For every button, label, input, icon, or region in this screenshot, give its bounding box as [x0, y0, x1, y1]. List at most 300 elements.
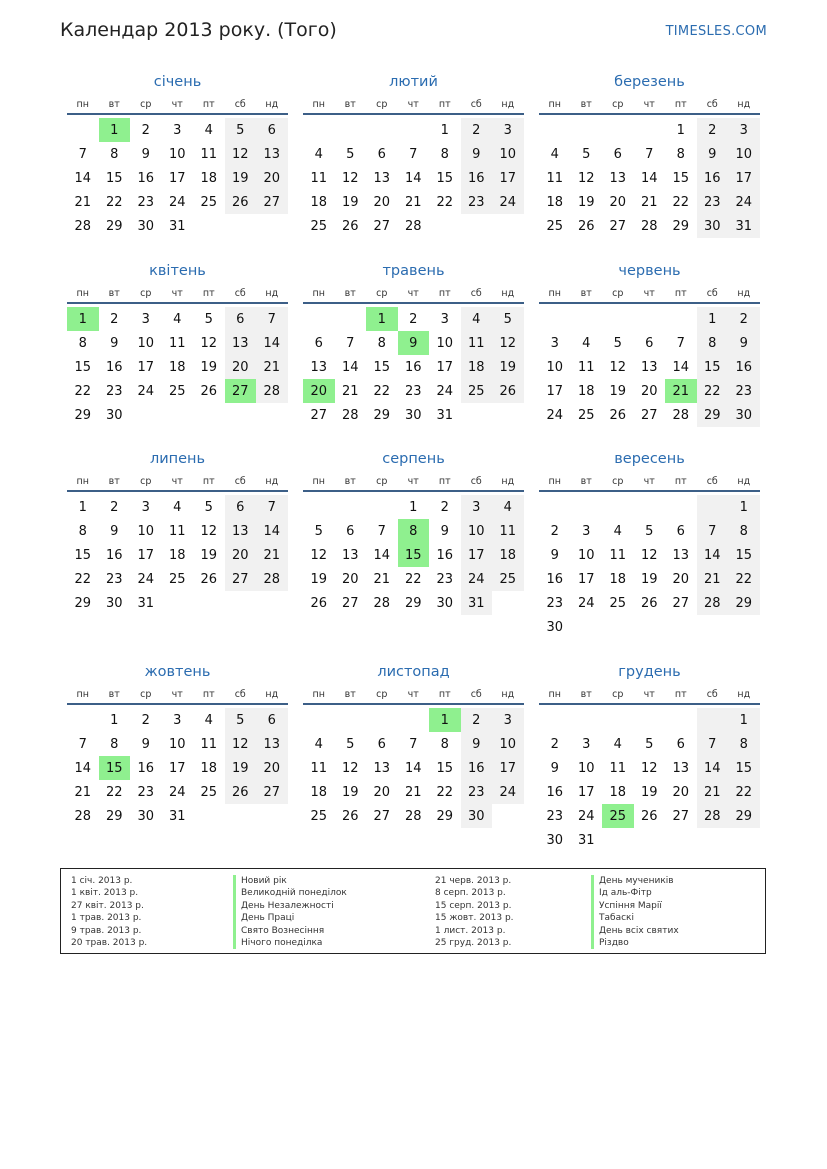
day-cell: 14: [74, 170, 92, 186]
month-name: грудень: [618, 664, 681, 680]
day-cell: 30: [546, 619, 564, 635]
day-cell: 21: [256, 543, 288, 567]
weekday-label: вт: [108, 98, 120, 110]
day-cell: 11: [310, 760, 328, 776]
day-cell: 3: [728, 118, 760, 142]
month-name: травень: [382, 263, 445, 279]
empty-day-cell: [366, 495, 398, 519]
day-cell: 5: [613, 335, 622, 351]
day-cell: 23: [105, 383, 123, 399]
day-cell: 8: [78, 523, 87, 539]
day-cell: 27: [310, 407, 328, 423]
day-grid: [303, 495, 524, 615]
day-cell: 17: [137, 547, 155, 563]
day-cell: 15: [373, 359, 391, 375]
day-cell: 20: [640, 383, 658, 399]
weekday-label: пт: [202, 475, 215, 487]
day-cell: 20: [609, 194, 627, 210]
day-grid: [67, 307, 288, 427]
weekday-header: [539, 284, 760, 304]
weekday-label: пн: [312, 98, 325, 110]
day-grid: [303, 307, 524, 427]
day-cell: 29: [105, 808, 123, 824]
day-cell: 5: [225, 118, 257, 142]
day-cell: 9: [141, 736, 150, 752]
day-cell: 26: [577, 218, 595, 234]
weekday-label: ср: [376, 98, 388, 110]
empty-day-cell: [571, 708, 603, 732]
day-cell: 14: [74, 760, 92, 776]
day-cell: 23: [546, 808, 564, 824]
weekday-label: пн: [548, 475, 561, 487]
weekday-label: вт: [580, 98, 592, 110]
day-cell: 14: [697, 756, 729, 780]
month-block: [303, 261, 524, 427]
day-cell: 1: [728, 708, 760, 732]
day-cell: 5: [346, 736, 355, 752]
day-cell: 8: [78, 335, 87, 351]
day-cell: 22: [697, 379, 729, 403]
day-cell: 11: [546, 170, 564, 186]
empty-day-cell: [571, 495, 603, 519]
day-cell: 22: [672, 194, 690, 210]
weekday-label: пн: [548, 688, 561, 700]
holiday-day-cell: 25: [602, 804, 634, 828]
day-cell: 29: [404, 595, 422, 611]
day-cell: 27: [225, 567, 257, 591]
day-cell: 10: [728, 142, 760, 166]
day-cell: 10: [577, 760, 595, 776]
day-cell: 16: [105, 359, 123, 375]
weekday-label: пт: [202, 98, 215, 110]
legend-date: 25 груд. 2013 р.: [435, 937, 512, 948]
day-cell: 7: [676, 335, 685, 351]
day-cell: 17: [137, 359, 155, 375]
weekday-label: сб: [706, 475, 718, 487]
day-cell: 4: [550, 146, 559, 162]
weekday-label: вт: [108, 688, 120, 700]
day-cell: 17: [168, 760, 186, 776]
weekday-label: чт: [171, 688, 183, 700]
weekday-label: ср: [140, 475, 152, 487]
day-grid: [539, 307, 760, 427]
day-cell: 14: [341, 359, 359, 375]
legend-holiday-name: Ід аль-Фітр: [591, 887, 679, 899]
site-brand-link[interactable]: TIMESLES.COM: [665, 24, 767, 39]
day-cell: 27: [672, 595, 690, 611]
day-cell: 16: [461, 166, 493, 190]
month-block: [539, 72, 760, 238]
day-cell: 7: [645, 146, 654, 162]
weekday-label: вт: [344, 688, 356, 700]
day-cell: 25: [200, 194, 218, 210]
day-grid: [303, 708, 524, 828]
legend-date: 15 серп. 2013 р.: [435, 900, 512, 911]
day-cell: 10: [577, 547, 595, 563]
day-cell: 10: [461, 519, 493, 543]
day-cell: 11: [609, 547, 627, 563]
day-cell: 28: [697, 591, 729, 615]
day-cell: 12: [640, 547, 658, 563]
empty-day-cell: [602, 307, 634, 331]
day-cell: 19: [200, 547, 218, 563]
day-cell: 22: [436, 194, 454, 210]
empty-day-cell: [634, 708, 666, 732]
day-cell: 29: [728, 804, 760, 828]
weekday-header: [539, 685, 760, 705]
day-cell: 12: [225, 142, 257, 166]
day-cell: 17: [728, 166, 760, 190]
day-cell: 2: [461, 708, 493, 732]
weekday-label: сб: [706, 688, 718, 700]
empty-day-cell: [697, 708, 729, 732]
day-cell: 2: [697, 118, 729, 142]
day-cell: 25: [168, 571, 186, 587]
day-cell: 14: [256, 519, 288, 543]
day-cell: 19: [225, 756, 257, 780]
day-cell: 22: [373, 383, 391, 399]
month-block: [303, 72, 524, 238]
holiday-day-cell: 1: [99, 118, 131, 142]
empty-day-cell: [602, 708, 634, 732]
day-cell: 8: [728, 732, 760, 756]
legend-dates-col-1: [71, 875, 147, 949]
legend-date: 15 жовт. 2013 р.: [435, 913, 514, 924]
day-cell: 1: [697, 307, 729, 331]
day-cell: 26: [225, 780, 257, 804]
day-cell: 18: [577, 383, 595, 399]
day-cell: 24: [546, 407, 564, 423]
day-cell: 22: [74, 571, 92, 587]
day-cell: 19: [640, 571, 658, 587]
day-cell: 5: [645, 736, 654, 752]
empty-day-cell: [634, 495, 666, 519]
legend-holiday-name: Нічого понеділка: [233, 937, 347, 949]
day-cell: 29: [74, 407, 92, 423]
day-cell: 24: [492, 780, 524, 804]
day-cell: 30: [137, 808, 155, 824]
day-cell: 2: [110, 311, 119, 327]
holiday-day-cell: 15: [398, 543, 430, 567]
legend-date: 1 квіт. 2013 р.: [71, 888, 139, 899]
day-cell: 4: [173, 311, 182, 327]
day-cell: 2: [141, 122, 150, 138]
day-cell: 8: [110, 146, 119, 162]
day-cell: 27: [672, 808, 690, 824]
weekday-label: вт: [344, 98, 356, 110]
weekday-label: пн: [548, 287, 561, 299]
day-cell: 28: [74, 808, 92, 824]
month-block: [303, 662, 524, 828]
day-cell: 17: [461, 543, 493, 567]
day-cell: 21: [74, 784, 92, 800]
day-cell: 18: [546, 194, 564, 210]
weekday-label: сб: [470, 475, 482, 487]
empty-day-cell: [571, 307, 603, 331]
weekday-header: [303, 685, 524, 705]
day-cell: 15: [672, 170, 690, 186]
day-cell: 26: [200, 383, 218, 399]
weekday-label: пт: [438, 287, 451, 299]
day-cell: 26: [492, 379, 524, 403]
day-cell: 10: [168, 146, 186, 162]
empty-day-cell: [602, 495, 634, 519]
weekday-header: [303, 284, 524, 304]
day-cell: 9: [550, 760, 559, 776]
day-cell: 15: [436, 760, 454, 776]
weekday-label: нд: [501, 287, 515, 299]
day-cell: 7: [377, 523, 386, 539]
day-cell: 6: [346, 523, 355, 539]
day-cell: 23: [137, 194, 155, 210]
day-cell: 3: [440, 311, 449, 327]
day-cell: 6: [256, 708, 288, 732]
day-cell: 16: [404, 359, 422, 375]
day-cell: 19: [609, 383, 627, 399]
day-cell: 20: [341, 571, 359, 587]
empty-day-cell: [303, 307, 335, 331]
day-cell: 28: [373, 595, 391, 611]
day-cell: 30: [404, 407, 422, 423]
month-block: [67, 72, 288, 238]
empty-day-cell: [366, 708, 398, 732]
day-cell: 6: [377, 146, 386, 162]
day-cell: 9: [697, 142, 729, 166]
day-cell: 10: [137, 335, 155, 351]
weekday-label: пн: [76, 287, 89, 299]
day-cell: 2: [409, 311, 418, 327]
day-cell: 10: [546, 359, 564, 375]
weekday-label: ср: [612, 287, 624, 299]
day-cell: 4: [314, 736, 323, 752]
weekday-label: нд: [501, 98, 515, 110]
day-cell: 20: [672, 784, 690, 800]
day-cell: 20: [256, 756, 288, 780]
day-cell: 12: [200, 523, 218, 539]
weekday-label: пн: [312, 287, 325, 299]
day-cell: 14: [697, 543, 729, 567]
weekday-header: [539, 95, 760, 115]
empty-day-cell: [634, 118, 666, 142]
month-name: листопад: [377, 664, 450, 680]
day-cell: 2: [141, 712, 150, 728]
day-cell: 16: [546, 571, 564, 587]
day-cell: 17: [492, 166, 524, 190]
month-block: [67, 261, 288, 427]
day-cell: 14: [404, 170, 422, 186]
day-cell: 9: [550, 547, 559, 563]
weekday-label: сб: [470, 98, 482, 110]
day-cell: 25: [168, 383, 186, 399]
holiday-day-cell: 1: [429, 708, 461, 732]
day-cell: 10: [168, 736, 186, 752]
holiday-day-cell: 9: [398, 331, 430, 355]
day-cell: 22: [105, 194, 123, 210]
day-cell: 11: [200, 146, 218, 162]
day-cell: 20: [373, 784, 391, 800]
month-block: [539, 261, 760, 427]
legend-holiday-name: Табаскі: [591, 912, 679, 924]
day-cell: 10: [137, 523, 155, 539]
day-cell: 30: [137, 218, 155, 234]
month-name: вересень: [614, 451, 685, 467]
month-block: [539, 662, 760, 852]
day-cell: 13: [256, 732, 288, 756]
day-cell: 12: [341, 170, 359, 186]
month-name: квітень: [149, 263, 206, 279]
day-cell: 11: [492, 519, 524, 543]
day-cell: 15: [74, 547, 92, 563]
day-cell: 1: [728, 495, 760, 519]
day-cell: 20: [256, 166, 288, 190]
day-cell: 21: [697, 567, 729, 591]
month-name: березень: [614, 74, 685, 90]
empty-day-cell: [303, 708, 335, 732]
day-cell: 24: [436, 383, 454, 399]
year-calendar: [67, 72, 760, 862]
weekday-label: нд: [501, 688, 515, 700]
day-cell: 20: [225, 355, 257, 379]
month-block: [67, 449, 288, 615]
day-grid: [67, 118, 288, 238]
holiday-day-cell: 1: [67, 307, 99, 331]
day-cell: 16: [728, 355, 760, 379]
day-cell: 1: [110, 712, 119, 728]
day-cell: 31: [168, 808, 186, 824]
weekday-label: пт: [674, 98, 687, 110]
day-cell: 12: [577, 170, 595, 186]
day-cell: 22: [728, 567, 760, 591]
day-cell: 9: [461, 732, 493, 756]
day-cell: 10: [492, 732, 524, 756]
weekday-label: сб: [470, 287, 482, 299]
day-cell: 19: [577, 194, 595, 210]
legend-names-col-1: [233, 875, 347, 949]
weekday-label: пт: [202, 688, 215, 700]
day-cell: 26: [609, 407, 627, 423]
day-cell: 27: [256, 190, 288, 214]
day-cell: 4: [204, 122, 213, 138]
day-cell: 25: [492, 567, 524, 591]
day-cell: 15: [728, 543, 760, 567]
day-cell: 24: [492, 190, 524, 214]
weekday-label: ср: [376, 688, 388, 700]
day-cell: 29: [436, 808, 454, 824]
day-cell: 2: [110, 499, 119, 515]
day-cell: 5: [346, 146, 355, 162]
empty-day-cell: [398, 708, 430, 732]
day-cell: 13: [640, 359, 658, 375]
day-cell: 31: [168, 218, 186, 234]
day-cell: 6: [314, 335, 323, 351]
legend-date: 8 серп. 2013 р.: [435, 888, 506, 899]
weekday-label: нд: [737, 287, 751, 299]
day-cell: 22: [728, 780, 760, 804]
day-cell: 26: [640, 808, 658, 824]
legend-holiday-name: День Незалежності: [233, 900, 347, 912]
day-cell: 19: [225, 166, 257, 190]
legend-holiday-name: Новий рік: [233, 875, 347, 887]
day-cell: 3: [141, 311, 150, 327]
day-cell: 15: [105, 170, 123, 186]
empty-day-cell: [539, 307, 571, 331]
holiday-legend: [60, 868, 766, 954]
day-cell: 5: [492, 307, 524, 331]
weekday-label: нд: [265, 475, 279, 487]
empty-day-cell: [335, 708, 367, 732]
month-block: [303, 449, 524, 615]
day-cell: 2: [440, 499, 449, 515]
day-cell: 23: [404, 383, 422, 399]
day-cell: 9: [728, 331, 760, 355]
empty-day-cell: [303, 495, 335, 519]
day-cell: 7: [256, 307, 288, 331]
day-cell: 23: [728, 379, 760, 403]
day-cell: 31: [461, 591, 493, 615]
weekday-label: нд: [737, 688, 751, 700]
day-cell: 31: [436, 407, 454, 423]
day-cell: 7: [78, 736, 87, 752]
weekday-label: вт: [108, 475, 120, 487]
day-cell: 13: [225, 331, 257, 355]
empty-day-cell: [67, 708, 99, 732]
day-cell: 26: [341, 218, 359, 234]
day-cell: 18: [609, 784, 627, 800]
day-cell: 23: [461, 780, 493, 804]
day-cell: 9: [110, 523, 119, 539]
day-cell: 15: [74, 359, 92, 375]
weekday-label: чт: [171, 98, 183, 110]
day-cell: 19: [640, 784, 658, 800]
day-cell: 13: [373, 170, 391, 186]
empty-day-cell: [539, 118, 571, 142]
day-cell: 16: [105, 547, 123, 563]
day-cell: 30: [546, 832, 564, 848]
day-cell: 13: [341, 547, 359, 563]
empty-day-cell: [67, 118, 99, 142]
day-cell: 28: [404, 808, 422, 824]
weekday-label: нд: [501, 475, 515, 487]
day-cell: 14: [256, 331, 288, 355]
weekday-label: чт: [407, 287, 419, 299]
legend-names-col-2: [591, 875, 679, 949]
day-cell: 6: [676, 736, 685, 752]
day-cell: 8: [110, 736, 119, 752]
day-cell: 19: [310, 571, 328, 587]
day-cell: 2: [550, 523, 559, 539]
weekday-label: вт: [580, 688, 592, 700]
day-grid: [67, 495, 288, 615]
day-cell: 18: [609, 571, 627, 587]
day-cell: 23: [697, 190, 729, 214]
empty-day-cell: [665, 307, 697, 331]
weekday-label: ср: [376, 475, 388, 487]
day-cell: 24: [577, 808, 595, 824]
day-cell: 23: [137, 784, 155, 800]
day-cell: 1: [440, 122, 449, 138]
day-cell: 21: [256, 355, 288, 379]
day-cell: 16: [546, 784, 564, 800]
day-cell: 12: [310, 547, 328, 563]
day-cell: 18: [310, 194, 328, 210]
month-block: [539, 449, 760, 639]
empty-day-cell: [335, 495, 367, 519]
holiday-day-cell: 27: [225, 379, 257, 403]
day-cell: 15: [697, 355, 729, 379]
day-cell: 6: [645, 335, 654, 351]
weekday-label: нд: [265, 98, 279, 110]
day-cell: 16: [697, 166, 729, 190]
